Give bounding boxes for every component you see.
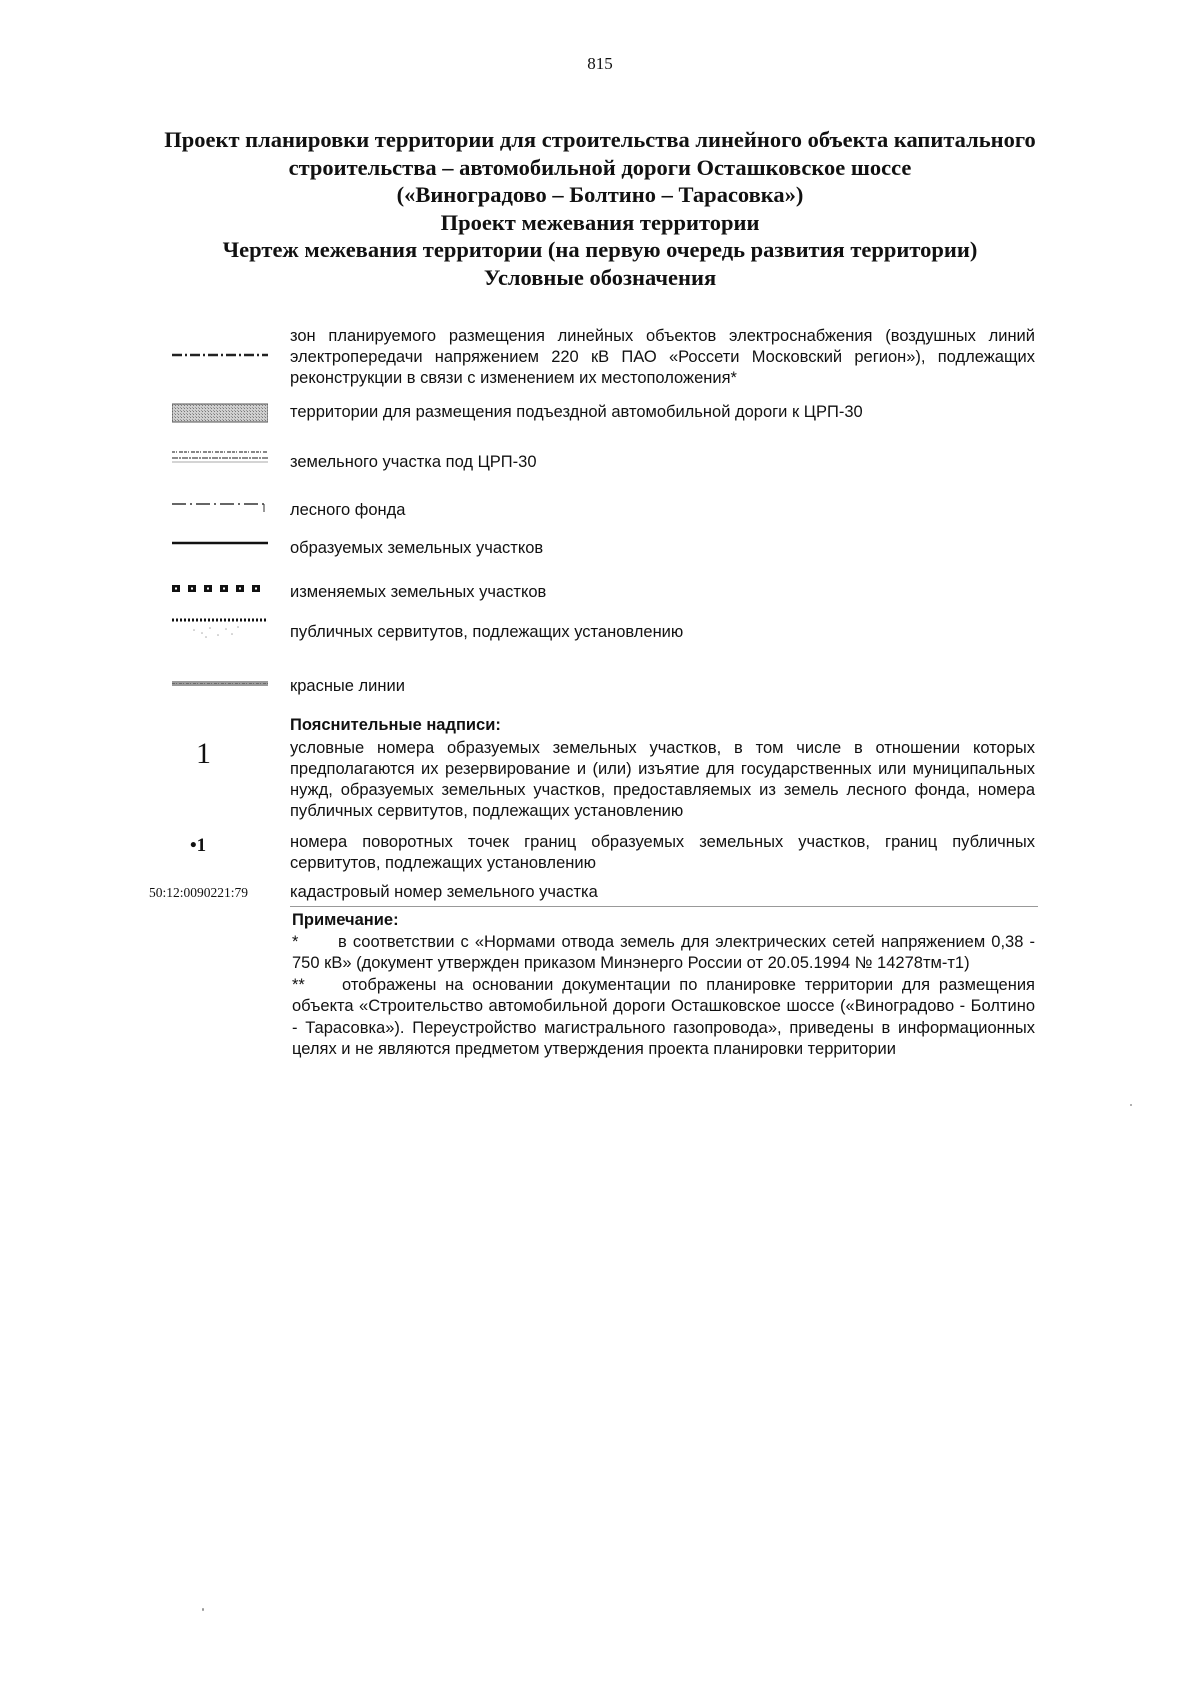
divider xyxy=(290,906,1038,907)
note-heading: Примечание: xyxy=(292,911,399,929)
legend-text: образуемых земельных участков xyxy=(290,539,544,557)
title-line-6: Условные обозначения xyxy=(483,264,717,290)
title-line-1: Проект планировки территории для строительства линейного объекта капитального xyxy=(164,127,1036,152)
note-item-2 xyxy=(292,975,1035,1061)
hatched-band-symbol xyxy=(172,402,268,424)
explanatory-text: номера поворотных точек границ образуемых земельных участков, границ публичных сервитутов, подлежащих установлению xyxy=(290,833,1035,872)
legend-text: красные линии xyxy=(290,677,405,695)
textured-line-symbol xyxy=(172,448,268,466)
page-number: 815 xyxy=(587,54,613,73)
dotted-line-symbol xyxy=(172,616,268,640)
scan-speck xyxy=(202,1608,204,1611)
legend-text: изменяемых земельных участков xyxy=(290,583,547,601)
note-text: в соответствии с «Нормами отвода земель для электрических сетей напряжением 0,38 - 750 кВ» (документ утвержден приказом Минэнерго России от 20.05.1994 № 14278тм-т1) xyxy=(292,932,1035,972)
dash-dot-line-symbol xyxy=(172,352,268,358)
explanatory-text: кадастровый номер земельного участка xyxy=(290,883,598,901)
explanatory-text: условные номера образуемых земельных участков, в том числе в отношении которых предполагаются их резервирование и (или) изъятие для государственных или муниципальных нужд, образуемых земельных участков, предоставляемых из земель лесного фонда, номера публичных сервитутов, подлежащих установлению xyxy=(290,739,1035,820)
plot-number-marker: 1 xyxy=(196,737,211,770)
explanatory-heading: Пояснительные надписи: xyxy=(290,716,501,734)
legend-text: зон планируемого размещения линейных объектов электроснабжения (воздушных линий электропередачи напряжением 220 кВ ПАО «Россети Московский регион»), подлежащих реконструкции в связи с изменением их местоположения* xyxy=(290,327,1035,387)
legend-text: публичных сервитутов, подлежащих установлению xyxy=(290,623,684,641)
note-block xyxy=(292,910,1035,1061)
title-line-5: Чертеж межевания территории (на первую очередь развития территории) xyxy=(222,237,978,262)
title-line-3: («Виноградово – Болтино – Тарасовка») xyxy=(396,182,804,207)
long-dash-dot-line-symbol xyxy=(172,500,268,516)
cadastral-number-marker: 50:12:0090221:79 xyxy=(149,885,249,900)
grey-band-symbol xyxy=(172,680,268,688)
note-mark: * xyxy=(292,932,299,951)
title-line-4: Проект межевания территории xyxy=(440,209,760,235)
legend-text: территории для размещения подъездной автомобильной дороги к ЦРП-30 xyxy=(290,403,863,421)
note-item-1 xyxy=(292,932,1035,975)
legend-text: земельного участка под ЦРП-30 xyxy=(290,453,537,471)
solid-line-symbol xyxy=(172,540,268,546)
square-dot-line-symbol xyxy=(172,582,268,596)
legend-text: лесного фонда xyxy=(290,501,406,519)
turning-point-marker: •1 xyxy=(190,835,207,856)
note-text: отображены на основании документации по планировке территории для размещения объекта «Строительство автомобильной дороги Осташковское шоссе («Виноградово - Болтино - Тарасовка»). Переустройство магистрального газопровода», приведены в информационных целях и не являются предметом утверждения проекта планировки территории xyxy=(292,975,1035,1058)
note-mark: ** xyxy=(292,975,305,994)
scan-speck xyxy=(1130,1104,1132,1106)
title-line-2: строительства – автомобильной дороги Осташковское шоссе xyxy=(288,154,912,180)
